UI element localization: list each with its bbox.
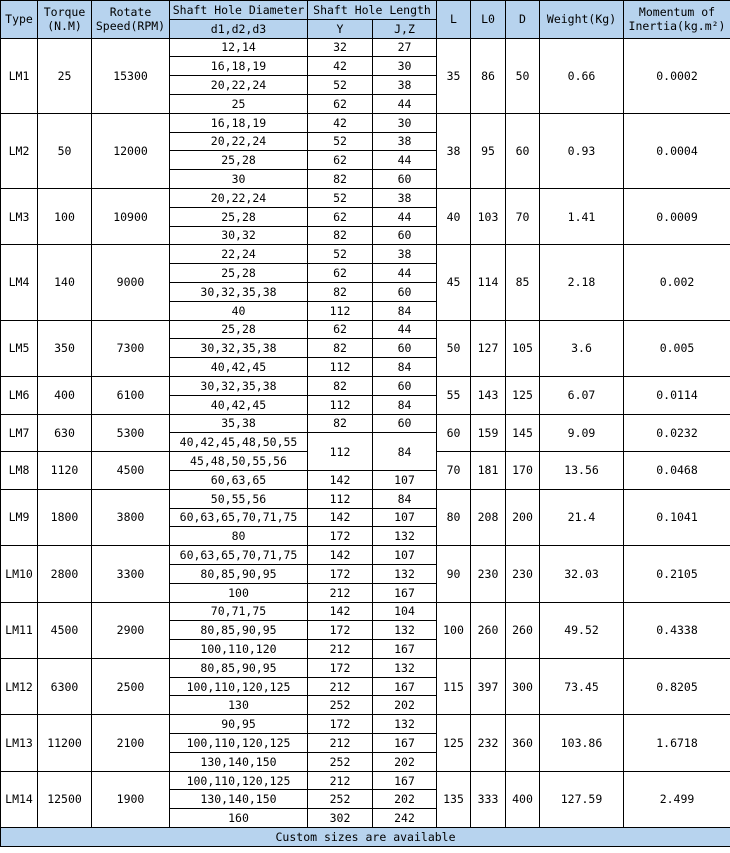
header-length-jz: J,Z — [373, 19, 437, 38]
table-row — [1, 546, 730, 565]
cell-l: 80 — [437, 489, 471, 545]
cell-length-jz: 60 — [373, 339, 437, 358]
cell-length-y: 212 — [308, 734, 373, 753]
cell-l: 115 — [437, 658, 471, 714]
cell-type: LM6 — [1, 376, 38, 414]
cell-torque: 11200 — [38, 715, 92, 771]
header-torque: Torque (N.M) — [38, 1, 92, 39]
cell-inertia: 0.005 — [624, 320, 730, 376]
cell-speed: 1900 — [92, 771, 170, 827]
cell-length-y: 142 — [308, 546, 373, 565]
table-row — [1, 188, 730, 207]
cell-length-jz: 60 — [373, 376, 437, 395]
cell-diameter: 25 — [170, 94, 308, 113]
cell-l: 38 — [437, 113, 471, 188]
table-row — [1, 38, 730, 57]
cell-l: 60 — [437, 414, 471, 452]
cell-speed: 6100 — [92, 376, 170, 414]
cell-weight: 0.93 — [540, 113, 624, 188]
cell-length-y: 62 — [308, 320, 373, 339]
cell-inertia: 0.002 — [624, 245, 730, 320]
cell-diameter: 16,18,19 — [170, 113, 308, 132]
header-type: Type — [1, 1, 38, 39]
cell-l0: 114 — [471, 245, 506, 320]
cell-length-jz: 167 — [373, 771, 437, 790]
cell-d: 400 — [506, 771, 540, 827]
cell-torque: 350 — [38, 320, 92, 376]
cell-length-y: 42 — [308, 57, 373, 76]
cell-d: 70 — [506, 188, 540, 244]
cell-d: 105 — [506, 320, 540, 376]
cell-torque: 6300 — [38, 658, 92, 714]
cell-l0: 260 — [471, 602, 506, 658]
cell-d: 170 — [506, 452, 540, 490]
cell-d: 125 — [506, 376, 540, 414]
cell-length-y: 52 — [308, 188, 373, 207]
header-shaft-hole-diameter: Shaft Hole Diameter — [170, 1, 308, 20]
cell-length-jz: 84 — [373, 358, 437, 377]
cell-length-jz: 84 — [373, 301, 437, 320]
cell-l: 40 — [437, 188, 471, 244]
cell-length-y: 82 — [308, 339, 373, 358]
cell-l: 55 — [437, 376, 471, 414]
cell-type: LM1 — [1, 38, 38, 113]
cell-diameter: 60,63,65,70,71,75 — [170, 546, 308, 565]
cell-length-jz: 242 — [373, 809, 437, 828]
cell-length-jz: 107 — [373, 546, 437, 565]
cell-length-y: 82 — [308, 170, 373, 189]
cell-speed: 4500 — [92, 452, 170, 490]
cell-length-jz: 202 — [373, 752, 437, 771]
cell-diameter: 40 — [170, 301, 308, 320]
cell-diameter: 80 — [170, 527, 308, 546]
cell-l: 70 — [437, 452, 471, 490]
cell-diameter: 100,110,120,125 — [170, 771, 308, 790]
cell-length-jz: 84 — [373, 395, 437, 414]
cell-length-y: 32 — [308, 38, 373, 57]
cell-length-jz: 38 — [373, 132, 437, 151]
cell-type: LM14 — [1, 771, 38, 827]
cell-diameter: 40,42,45 — [170, 395, 308, 414]
cell-length-jz: 132 — [373, 564, 437, 583]
cell-type: LM10 — [1, 546, 38, 602]
cell-speed: 2500 — [92, 658, 170, 714]
cell-speed: 3300 — [92, 546, 170, 602]
cell-length-y: 172 — [308, 658, 373, 677]
cell-diameter: 45,48,50,55,56 — [170, 452, 308, 471]
cell-diameter: 25,28 — [170, 264, 308, 283]
cell-length-jz: 38 — [373, 188, 437, 207]
header-length-y: Y — [308, 19, 373, 38]
cell-diameter: 100,110,120,125 — [170, 677, 308, 696]
cell-diameter: 80,85,90,95 — [170, 564, 308, 583]
cell-inertia: 0.0004 — [624, 113, 730, 188]
cell-d: 145 — [506, 414, 540, 452]
cell-l0: 159 — [471, 414, 506, 452]
cell-length-y: 62 — [308, 207, 373, 226]
cell-length-jz: 167 — [373, 734, 437, 753]
cell-length-y: 82 — [308, 282, 373, 301]
cell-length-jz: 44 — [373, 264, 437, 283]
cell-torque: 1120 — [38, 452, 92, 490]
cell-type: LM4 — [1, 245, 38, 320]
cell-weight: 3.6 — [540, 320, 624, 376]
cell-inertia: 2.499 — [624, 771, 730, 827]
header-rotate-speed: Rotate Speed(RPM) — [92, 1, 170, 39]
cell-diameter: 20,22,24 — [170, 76, 308, 95]
cell-diameter: 30,32,35,38 — [170, 339, 308, 358]
cell-length-y: 52 — [308, 132, 373, 151]
cell-torque: 25 — [38, 38, 92, 113]
cell-diameter: 130 — [170, 696, 308, 715]
cell-length-y: 142 — [308, 470, 373, 489]
cell-length-jz: 132 — [373, 715, 437, 734]
cell-l: 135 — [437, 771, 471, 827]
table-header — [1, 1, 730, 39]
cell-length-y: 212 — [308, 583, 373, 602]
cell-diameter: 20,22,24 — [170, 188, 308, 207]
cell-d: 360 — [506, 715, 540, 771]
cell-length-jz: 132 — [373, 621, 437, 640]
cell-length-jz: 60 — [373, 414, 437, 433]
header-inertia: Momentum of Inertia(kg.m²) — [624, 1, 730, 39]
cell-diameter: 16,18,19 — [170, 57, 308, 76]
cell-diameter: 100,110,120 — [170, 640, 308, 659]
cell-length-y: 112 — [308, 301, 373, 320]
cell-length-y: 252 — [308, 696, 373, 715]
table-row — [1, 376, 730, 395]
cell-l0: 181 — [471, 452, 506, 490]
cell-l: 50 — [437, 320, 471, 376]
cell-length-jz: 60 — [373, 170, 437, 189]
cell-length-jz: 44 — [373, 94, 437, 113]
cell-length-y: 212 — [308, 771, 373, 790]
cell-length-y: 62 — [308, 264, 373, 283]
cell-speed: 9000 — [92, 245, 170, 320]
cell-length-y: 172 — [308, 564, 373, 583]
cell-speed: 12000 — [92, 113, 170, 188]
cell-weight: 9.09 — [540, 414, 624, 452]
cell-speed: 5300 — [92, 414, 170, 452]
cell-length-jz: 44 — [373, 151, 437, 170]
cell-length-y: 302 — [308, 809, 373, 828]
cell-inertia: 0.0002 — [624, 38, 730, 113]
cell-diameter: 30 — [170, 170, 308, 189]
cell-torque: 400 — [38, 376, 92, 414]
table-body — [1, 38, 730, 827]
cell-l0: 103 — [471, 188, 506, 244]
cell-inertia: 0.2105 — [624, 546, 730, 602]
cell-diameter: 130,140,150 — [170, 752, 308, 771]
cell-length-jz: 60 — [373, 226, 437, 245]
cell-weight: 21.4 — [540, 489, 624, 545]
cell-diameter: 80,85,90,95 — [170, 621, 308, 640]
cell-length-jz: 107 — [373, 470, 437, 489]
cell-diameter: 35,38 — [170, 414, 308, 433]
cell-l0: 143 — [471, 376, 506, 414]
cell-weight: 6.07 — [540, 376, 624, 414]
cell-length-y: 212 — [308, 640, 373, 659]
cell-type: LM9 — [1, 489, 38, 545]
cell-weight: 103.86 — [540, 715, 624, 771]
cell-length-jz: 84 — [373, 489, 437, 508]
cell-diameter: 60,63,65 — [170, 470, 308, 489]
cell-d: 60 — [506, 113, 540, 188]
cell-type: LM5 — [1, 320, 38, 376]
cell-torque: 4500 — [38, 602, 92, 658]
cell-torque: 100 — [38, 188, 92, 244]
cell-l: 100 — [437, 602, 471, 658]
cell-length-y: 112 — [308, 433, 373, 471]
cell-length-jz: 44 — [373, 320, 437, 339]
cell-inertia: 0.0468 — [624, 452, 730, 490]
cell-type: LM2 — [1, 113, 38, 188]
cell-d: 85 — [506, 245, 540, 320]
cell-length-jz: 30 — [373, 57, 437, 76]
cell-weight: 49.52 — [540, 602, 624, 658]
cell-speed: 3800 — [92, 489, 170, 545]
cell-type: LM7 — [1, 414, 38, 452]
cell-diameter: 70,71,75 — [170, 602, 308, 621]
cell-length-y: 52 — [308, 76, 373, 95]
cell-l0: 127 — [471, 320, 506, 376]
cell-torque: 2800 — [38, 546, 92, 602]
cell-diameter: 20,22,24 — [170, 132, 308, 151]
cell-length-y: 62 — [308, 94, 373, 113]
cell-diameter: 50,55,56 — [170, 489, 308, 508]
cell-l0: 95 — [471, 113, 506, 188]
cell-length-jz: 202 — [373, 790, 437, 809]
cell-speed: 2100 — [92, 715, 170, 771]
header-l0: L0 — [471, 1, 506, 39]
cell-l: 35 — [437, 38, 471, 113]
cell-diameter: 12,14 — [170, 38, 308, 57]
cell-diameter: 160 — [170, 809, 308, 828]
cell-d: 260 — [506, 602, 540, 658]
cell-length-jz: 38 — [373, 245, 437, 264]
cell-speed: 7300 — [92, 320, 170, 376]
cell-d: 230 — [506, 546, 540, 602]
cell-l0: 333 — [471, 771, 506, 827]
cell-length-y: 212 — [308, 677, 373, 696]
table-row — [1, 658, 730, 677]
cell-d: 50 — [506, 38, 540, 113]
cell-length-jz: 60 — [373, 282, 437, 301]
cell-length-y: 252 — [308, 752, 373, 771]
cell-diameter: 40,42,45 — [170, 358, 308, 377]
table-row — [1, 602, 730, 621]
cell-l: 90 — [437, 546, 471, 602]
cell-speed: 2900 — [92, 602, 170, 658]
cell-type: LM11 — [1, 602, 38, 658]
header-l: L — [437, 1, 471, 39]
cell-length-y: 112 — [308, 489, 373, 508]
cell-torque: 50 — [38, 113, 92, 188]
table-row — [1, 245, 730, 264]
cell-d: 300 — [506, 658, 540, 714]
cell-length-y: 142 — [308, 508, 373, 527]
cell-length-jz: 167 — [373, 583, 437, 602]
cell-inertia: 0.0009 — [624, 188, 730, 244]
cell-speed: 10900 — [92, 188, 170, 244]
cell-length-y: 112 — [308, 395, 373, 414]
cell-inertia: 0.1041 — [624, 489, 730, 545]
cell-type: LM8 — [1, 452, 38, 490]
cell-length-y: 82 — [308, 226, 373, 245]
cell-inertia: 1.6718 — [624, 715, 730, 771]
cell-l: 125 — [437, 715, 471, 771]
cell-weight: 13.56 — [540, 452, 624, 490]
table-row — [1, 715, 730, 734]
header-d: D — [506, 1, 540, 39]
cell-diameter: 100,110,120,125 — [170, 734, 308, 753]
cell-length-jz: 104 — [373, 602, 437, 621]
cell-diameter: 30,32,35,38 — [170, 282, 308, 301]
cell-l0: 397 — [471, 658, 506, 714]
cell-length-y: 112 — [308, 358, 373, 377]
cell-inertia: 0.8205 — [624, 658, 730, 714]
cell-diameter: 100 — [170, 583, 308, 602]
cell-l0: 86 — [471, 38, 506, 113]
cell-length-y: 142 — [308, 602, 373, 621]
cell-length-jz: 30 — [373, 113, 437, 132]
cell-length-y: 82 — [308, 376, 373, 395]
table-row — [1, 320, 730, 339]
cell-l: 45 — [437, 245, 471, 320]
cell-length-jz: 38 — [373, 76, 437, 95]
cell-weight: 73.45 — [540, 658, 624, 714]
cell-length-jz: 202 — [373, 696, 437, 715]
cell-length-jz: 167 — [373, 677, 437, 696]
cell-length-jz: 44 — [373, 207, 437, 226]
cell-length-y: 172 — [308, 621, 373, 640]
cell-inertia: 0.0232 — [624, 414, 730, 452]
cell-torque: 12500 — [38, 771, 92, 827]
cell-l0: 232 — [471, 715, 506, 771]
cell-length-y: 62 — [308, 151, 373, 170]
cell-diameter: 90,95 — [170, 715, 308, 734]
cell-torque: 1800 — [38, 489, 92, 545]
cell-length-jz: 167 — [373, 640, 437, 659]
cell-speed: 15300 — [92, 38, 170, 113]
header-shaft-hole-length: Shaft Hole Length — [308, 1, 437, 20]
cell-torque: 140 — [38, 245, 92, 320]
cell-type: LM3 — [1, 188, 38, 244]
cell-length-jz: 107 — [373, 508, 437, 527]
cell-weight: 1.41 — [540, 188, 624, 244]
cell-inertia: 0.0114 — [624, 376, 730, 414]
cell-length-y: 172 — [308, 715, 373, 734]
cell-diameter: 22,24 — [170, 245, 308, 264]
table-row — [1, 489, 730, 508]
footer-note: Custom sizes are available — [1, 828, 730, 847]
cell-diameter: 25,28 — [170, 320, 308, 339]
header-diameter-sub: d1,d2,d3 — [170, 19, 308, 38]
cell-d: 200 — [506, 489, 540, 545]
cell-length-jz: 27 — [373, 38, 437, 57]
table-row — [1, 113, 730, 132]
cell-length-jz: 132 — [373, 527, 437, 546]
cell-type: LM13 — [1, 715, 38, 771]
cell-length-y: 172 — [308, 527, 373, 546]
cell-diameter: 30,32 — [170, 226, 308, 245]
cell-weight: 0.66 — [540, 38, 624, 113]
table-row — [1, 414, 730, 433]
cell-diameter: 40,42,45,48,50,55 — [170, 433, 308, 452]
cell-l0: 230 — [471, 546, 506, 602]
cell-diameter: 60,63,65,70,71,75 — [170, 508, 308, 527]
cell-diameter: 25,28 — [170, 207, 308, 226]
cell-l0: 208 — [471, 489, 506, 545]
cell-weight: 2.18 — [540, 245, 624, 320]
cell-length-jz: 84 — [373, 433, 437, 471]
cell-torque: 630 — [38, 414, 92, 452]
cell-length-y: 82 — [308, 414, 373, 433]
cell-weight: 127.59 — [540, 771, 624, 827]
cell-length-y: 42 — [308, 113, 373, 132]
cell-diameter: 30,32,35,38 — [170, 376, 308, 395]
cell-length-jz: 132 — [373, 658, 437, 677]
table-row — [1, 771, 730, 790]
cell-inertia: 0.4338 — [624, 602, 730, 658]
cell-weight: 32.03 — [540, 546, 624, 602]
cell-length-y: 252 — [308, 790, 373, 809]
header-weight: Weight(Kg) — [540, 1, 624, 39]
cell-type: LM12 — [1, 658, 38, 714]
cell-diameter: 25,28 — [170, 151, 308, 170]
cell-length-y: 52 — [308, 245, 373, 264]
cell-diameter: 130,140,150 — [170, 790, 308, 809]
cell-diameter: 80,85,90,95 — [170, 658, 308, 677]
